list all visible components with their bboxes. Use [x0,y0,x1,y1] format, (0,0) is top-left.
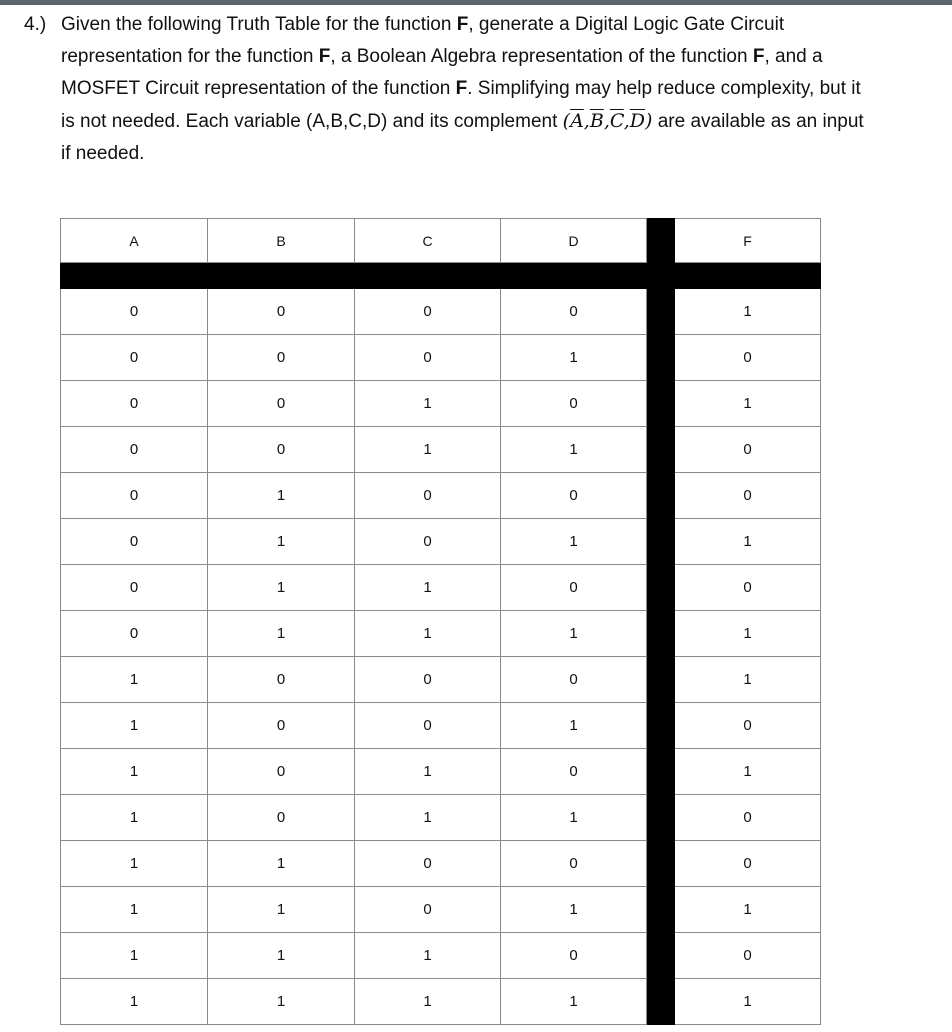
cell-b: 0 [208,703,355,749]
top-rule [0,0,952,5]
cell-d: 1 [501,427,647,473]
cell-f: 0 [675,427,821,473]
divider-cell [501,263,647,289]
cell-b: 0 [208,749,355,795]
question-text-span: are available as an input [652,111,864,132]
separator-cell [647,703,675,749]
divider-cell [208,263,355,289]
cell-a: 0 [61,427,208,473]
cell-b: 0 [208,335,355,381]
question-line-3 [24,73,932,105]
cell-a: 1 [61,657,208,703]
cell-c: 1 [355,611,501,657]
question-text-span: , a Boolean Algebra representation of the function [330,46,753,67]
table-row [61,749,821,795]
cell-d: 1 [501,611,647,657]
cell-a: 0 [61,289,208,335]
cell-c: 1 [355,381,501,427]
cell-f: 0 [675,473,821,519]
cell-d: 0 [501,565,647,611]
cell-a: 0 [61,381,208,427]
complement-variables [563,110,653,132]
cell-d: 1 [501,979,647,1025]
cell-f: 0 [675,933,821,979]
function-name: F [456,14,469,35]
table-row [61,289,821,335]
separator-cell [647,611,675,657]
cell-a: 1 [61,703,208,749]
table-header-row [61,219,821,263]
separator-cell [647,519,675,565]
cell-b: 1 [208,473,355,519]
header-divider-bar [61,263,821,289]
cell-a: 0 [61,565,208,611]
table-row [61,657,821,703]
cell-f: 1 [675,611,821,657]
cell-b: 0 [208,381,355,427]
cell-b: 1 [208,979,355,1025]
separator-cell [647,749,675,795]
cell-a: 0 [61,335,208,381]
header-d: D [501,219,647,263]
cell-f: 0 [675,841,821,887]
cell-a: 1 [61,795,208,841]
cell-d: 1 [501,703,647,749]
question-line-4 [24,105,932,138]
table-row [61,335,821,381]
cell-c: 0 [355,289,501,335]
table-row [61,703,821,749]
math-comma: , [623,110,630,132]
cell-f: 1 [675,657,821,703]
question-text-span: , generate a Digital Logic Gate Circuit [468,14,785,35]
cell-b: 1 [208,933,355,979]
separator-cell [647,335,675,381]
table-row [61,611,821,657]
cell-c: 0 [355,657,501,703]
question-text-span: . Simplifying may help reduce complexity, but it [467,78,861,99]
cell-f: 1 [675,749,821,795]
cell-b: 0 [208,657,355,703]
cell-a: 1 [61,749,208,795]
separator-cell [647,795,675,841]
table-row [61,519,821,565]
question-text [24,9,932,170]
cell-d: 0 [501,749,647,795]
function-name: F [752,46,765,67]
math-paren: ) [645,110,653,132]
table-row [61,841,821,887]
separator-cell [647,565,675,611]
cell-d: 0 [501,933,647,979]
cell-a: 1 [61,933,208,979]
table-row [61,933,821,979]
cell-b: 1 [208,841,355,887]
table-row [61,381,821,427]
question-line-1 [24,9,932,41]
cell-f: 1 [675,979,821,1025]
cell-f: 0 [675,703,821,749]
separator-cell [647,219,675,263]
divider-cell [647,263,675,289]
question-line-2 [24,41,932,73]
cell-d: 0 [501,289,647,335]
cell-f: 0 [675,565,821,611]
separator-cell [647,289,675,335]
table-row [61,887,821,933]
cell-d: 1 [501,795,647,841]
cell-d: 0 [501,841,647,887]
question-text-span: , and a [764,46,823,67]
table-row [61,979,821,1025]
question-text-span: representation for the function [61,46,319,67]
header-f: F [675,219,821,263]
cell-b: 0 [208,795,355,841]
separator-cell [647,473,675,519]
cell-c: 0 [355,703,501,749]
cell-f: 1 [675,887,821,933]
cell-c: 1 [355,565,501,611]
table-row [61,795,821,841]
cell-a: 1 [61,841,208,887]
cell-d: 0 [501,381,647,427]
question-line-5 [24,138,932,170]
divider-cell [61,263,208,289]
cell-c: 1 [355,979,501,1025]
cell-f: 0 [675,795,821,841]
cell-b: 1 [208,611,355,657]
separator-cell [647,841,675,887]
complement-a: $\overline{A}$ [570,110,584,132]
cell-d: 1 [501,519,647,565]
table-row [61,565,821,611]
cell-c: 1 [355,749,501,795]
cell-d: 1 [501,335,647,381]
table-row [61,427,821,473]
table-row [61,473,821,519]
question-text-span: MOSFET Circuit representation of the function [61,78,456,99]
question-text-span: Given the following Truth Table for the function [61,14,457,35]
cell-d: 0 [501,657,647,703]
cell-f: 1 [675,519,821,565]
cell-c: 0 [355,887,501,933]
complement-d: $\overline{D}$ [629,110,646,132]
cell-c: 0 [355,473,501,519]
separator-cell [647,979,675,1025]
header-a: A [61,219,208,263]
cell-a: 0 [61,519,208,565]
function-name: F [318,46,331,67]
cell-c: 0 [355,519,501,565]
question-number: 4.) [24,14,47,35]
cell-a: 1 [61,979,208,1025]
cell-c: 0 [355,841,501,887]
separator-cell [647,427,675,473]
cell-c: 1 [355,933,501,979]
cell-b: 0 [208,427,355,473]
divider-cell [355,263,501,289]
question-text-span: if needed. [61,143,145,164]
cell-b: 1 [208,887,355,933]
math-paren: ( [562,110,571,132]
cell-a: 0 [61,473,208,519]
cell-a: 1 [61,887,208,933]
header-c: C [355,219,501,263]
cell-f: 1 [675,381,821,427]
complement-c: $\overline{C}$ [609,110,624,132]
truth-table [60,218,821,1025]
separator-cell [647,887,675,933]
cell-c: 0 [355,335,501,381]
separator-cell [647,933,675,979]
cell-b: 1 [208,519,355,565]
divider-cell [675,263,821,289]
cell-b: 1 [208,565,355,611]
question-text-span: is not needed. Each variable (A,B,C,D) and its complement [61,111,563,132]
cell-b: 0 [208,289,355,335]
cell-d: 0 [501,473,647,519]
cell-a: 0 [61,611,208,657]
math-comma: , [603,110,610,132]
math-comma: , [583,110,590,132]
cell-f: 0 [675,335,821,381]
complement-b: $\overline{B}$ [589,110,604,132]
cell-f: 1 [675,289,821,335]
cell-d: 1 [501,887,647,933]
cell-c: 1 [355,427,501,473]
cell-c: 1 [355,795,501,841]
header-b: B [208,219,355,263]
separator-cell [647,381,675,427]
separator-cell [647,657,675,703]
function-name: F [455,78,468,99]
